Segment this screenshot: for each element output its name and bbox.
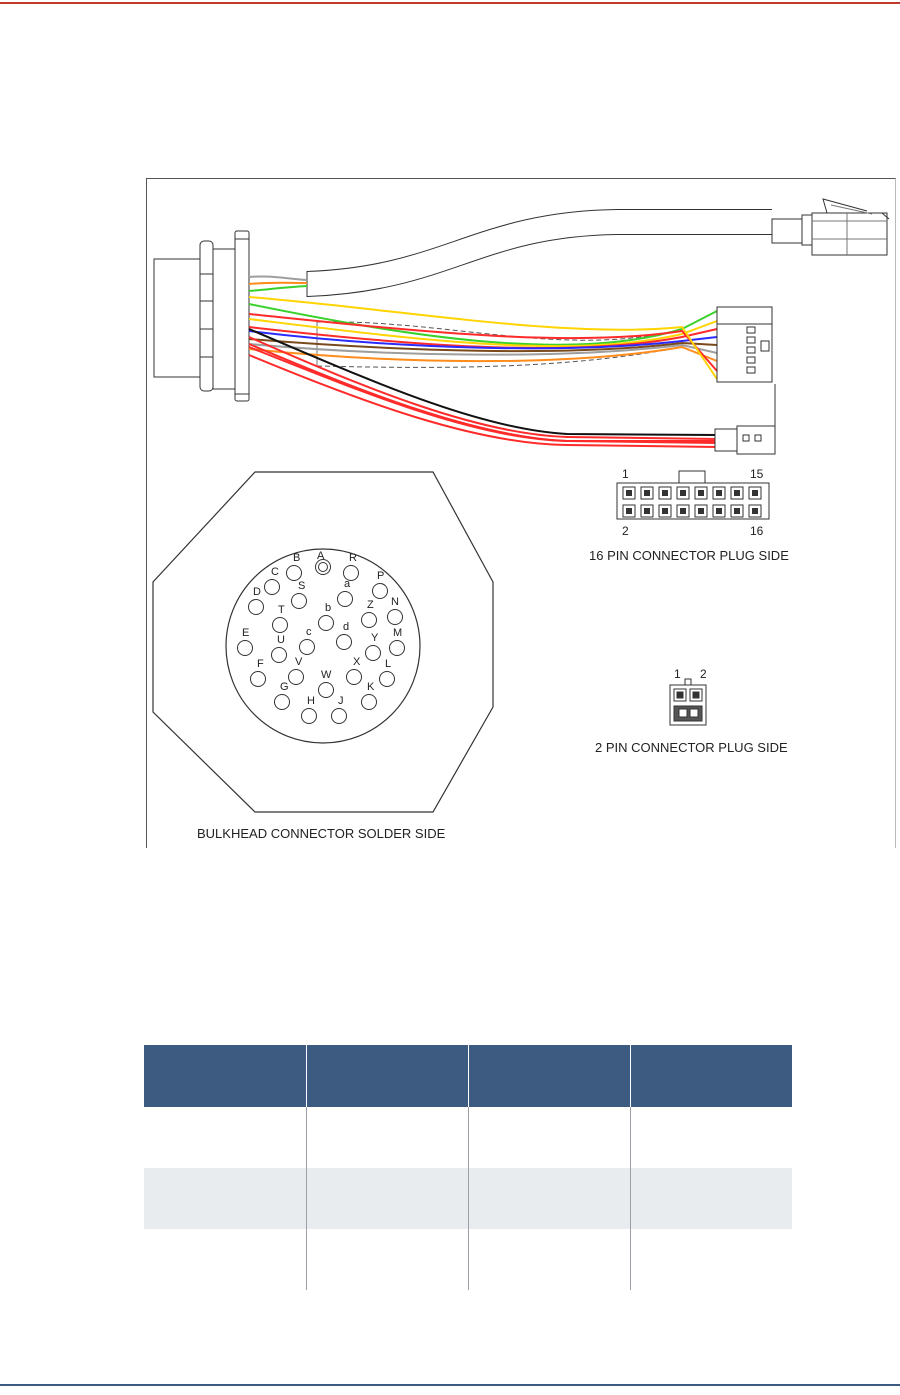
bulkhead-pin-P	[373, 584, 388, 599]
table-cell	[306, 1229, 468, 1290]
bulkhead-pin-F	[251, 672, 266, 687]
bulkhead-connector-label: BULKHEAD CONNECTOR SOLDER SIDE	[197, 826, 446, 841]
pin16-number-top-right: 15	[750, 467, 764, 481]
bulkhead-pin-N	[388, 610, 403, 625]
bulkhead-pin-label-J: J	[338, 695, 344, 707]
bulkhead-pin-B	[287, 566, 302, 581]
pin2-number-left: 1	[674, 667, 681, 681]
pin16-contact	[698, 508, 704, 514]
bulkhead-pin-U	[272, 648, 287, 663]
bulkhead-pin-label-L: L	[385, 658, 392, 670]
table-row	[144, 1107, 792, 1168]
bulkhead-pin-C	[265, 580, 280, 595]
bulkhead-pin-label-S: S	[298, 580, 306, 592]
table-cell	[144, 1229, 306, 1290]
bulkhead-pin-X	[347, 670, 362, 685]
bulkhead-pin-label-P: P	[377, 570, 385, 582]
bulkhead-pin-label-G: G	[280, 681, 289, 693]
table-cell	[144, 1107, 306, 1168]
bulkhead-pin-label-H: H	[307, 695, 315, 707]
bulkhead-pin-label-D: D	[253, 586, 261, 598]
pin16-contact	[752, 508, 758, 514]
pin16-contact	[662, 508, 668, 514]
table-cell	[306, 1168, 468, 1229]
bulkhead-pin-label-Z: Z	[367, 599, 374, 611]
bulkhead-pin-label-X: X	[353, 656, 361, 668]
bulkhead-pin-V	[289, 670, 304, 685]
table-cell	[468, 1168, 630, 1229]
bulkhead-connector-side-view	[154, 231, 249, 401]
bulkhead-pin-D	[249, 600, 264, 615]
pin16-contact	[626, 508, 632, 514]
bulkhead-pin-S	[292, 594, 307, 609]
bulkhead-pin-L	[380, 672, 395, 687]
pin16-number-top-left: 1	[622, 467, 629, 481]
bulkhead-pin-K	[362, 695, 377, 710]
bulkhead-pin-label-b: b	[325, 602, 332, 614]
cable-wiring-drawing	[146, 178, 896, 848]
table-header-cell	[306, 1045, 468, 1107]
bulkhead-pin-H	[302, 709, 317, 724]
table-cell	[630, 1107, 792, 1168]
bulkhead-face	[153, 472, 493, 812]
bulkhead-pin-label-W: W	[321, 669, 332, 681]
bulkhead-pin-c	[300, 640, 315, 655]
bulkhead-pin-M	[390, 641, 405, 656]
pin16-connector-label: 16 PIN CONNECTOR PLUG SIDE	[589, 548, 789, 563]
table-cell	[468, 1107, 630, 1168]
pin16-contact	[698, 490, 704, 496]
bulkhead-pin-a	[338, 592, 353, 607]
bulkhead-pin-G	[275, 695, 290, 710]
pin16-contact	[752, 490, 758, 496]
pin16-contact	[644, 490, 650, 496]
bulkhead-pin-label-Y: Y	[371, 632, 379, 644]
header-rule	[0, 2, 900, 4]
rj-cable	[307, 199, 889, 297]
bulkhead-pin-label-F: F	[257, 658, 264, 670]
bulkhead-pin-label-V: V	[295, 656, 303, 668]
bulkhead-pin-label-B: B	[293, 552, 301, 564]
pinout-table	[144, 1045, 792, 1290]
table-cell	[468, 1229, 630, 1290]
pin16-contact	[734, 508, 740, 514]
pin16-contact	[626, 490, 632, 496]
pin2-connector-label: 2 PIN CONNECTOR PLUG SIDE	[595, 740, 788, 755]
pin16-connector-side-view	[717, 307, 772, 382]
table-row	[144, 1229, 792, 1290]
pin16-contact	[716, 490, 722, 496]
footer-rule	[0, 1384, 900, 1386]
table-cell	[306, 1107, 468, 1168]
table-cell	[630, 1168, 792, 1229]
bulkhead-pin-label-d: d	[343, 621, 350, 633]
table-cell	[630, 1229, 792, 1290]
pin16-contact	[680, 490, 686, 496]
pin2-connector-side-view	[715, 384, 775, 454]
pin16-contact	[644, 508, 650, 514]
pin16-number-bottom-left: 2	[622, 524, 629, 538]
bulkhead-pin-b	[319, 616, 334, 631]
bulkhead-pin-label-a: a	[344, 578, 351, 590]
bulkhead-pin-label-E: E	[242, 627, 250, 639]
bulkhead-pin-J	[332, 709, 347, 724]
bulkhead-pin-label-K: K	[367, 681, 375, 693]
bulkhead-pin-label-c: c	[306, 626, 312, 638]
bulkhead-pin-d	[337, 635, 352, 650]
bulkhead-pin-label-N: N	[391, 596, 399, 608]
bulkhead-pin-E	[238, 641, 253, 656]
bulkhead-pin-label-C: C	[271, 566, 279, 578]
bulkhead-pin-label-U: U	[277, 634, 285, 646]
table-header-cell	[630, 1045, 792, 1107]
pin16-contact	[680, 508, 686, 514]
table-header-cell	[468, 1045, 630, 1107]
table-header-cell	[144, 1045, 306, 1107]
pin16-contact	[662, 490, 668, 496]
bulkhead-pin-W	[319, 683, 334, 698]
bulkhead-pin-Y	[366, 646, 381, 661]
bulkhead-pin-label-A: A	[317, 550, 325, 562]
pin16-connector-face	[589, 467, 789, 563]
pin16-contact	[734, 490, 740, 496]
pin2-connector-face	[595, 667, 788, 755]
bulkhead-pin-Z	[362, 613, 377, 628]
table-cell	[144, 1168, 306, 1229]
pin16-contact	[716, 508, 722, 514]
table-row	[144, 1168, 792, 1229]
bulkhead-pin-T	[273, 618, 288, 633]
rj-wires	[249, 276, 307, 291]
pin16-number-bottom-right: 16	[750, 524, 764, 538]
bulkhead-pin-label-T: T	[278, 604, 285, 616]
table-header-row	[144, 1045, 792, 1107]
bulkhead-pin-label-R: R	[349, 552, 357, 564]
pin2-number-right: 2	[700, 667, 707, 681]
bulkhead-pin-label-M: M	[393, 627, 403, 639]
